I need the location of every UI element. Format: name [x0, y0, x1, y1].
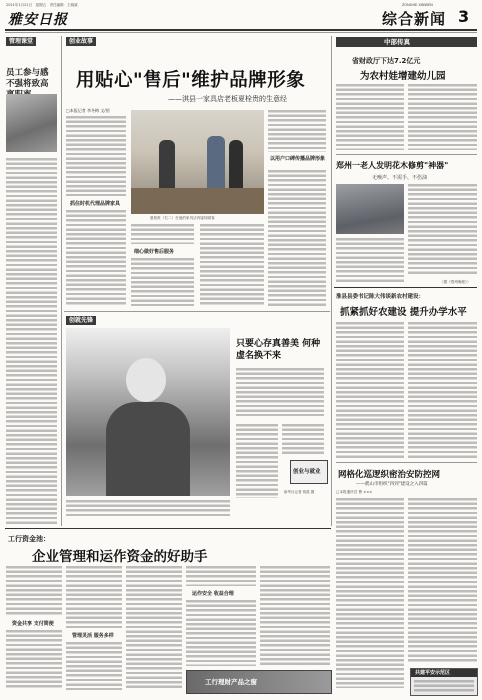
lead-story-body-3 — [131, 224, 194, 244]
side-story-rule — [336, 154, 477, 155]
lead-story-bottom-rule — [64, 311, 330, 312]
feature-headline — [236, 338, 324, 362]
side-story-tag: 中部传真 — [384, 38, 410, 46]
bottom-story-body-1 — [6, 566, 62, 616]
right-story-headline-2: 网格化巡逻织密治安防控网 — [338, 470, 441, 480]
paper-name: 雅安日报 — [8, 12, 68, 28]
feature-tag: 创就先锋 — [66, 316, 96, 325]
lead-story-subhead-3: 细心做好售后服务 — [134, 249, 175, 255]
bottom-story-body-5 — [126, 566, 182, 690]
lead-story-photo-caption: 夏栓贵（右二）在他的家具店内接待顾客 — [150, 216, 215, 220]
side-story-subhead-3: 无噪声、不需手、不伤油 — [372, 175, 428, 181]
lead-story-headline: 用贴心"售后"维护品牌形象 — [76, 70, 306, 91]
feature-body-1 — [236, 368, 324, 416]
side-story-headline-2: 为农村娃增建幼儿园 — [360, 71, 446, 82]
corner-box-body — [414, 680, 474, 692]
lead-story-body-2 — [66, 210, 126, 306]
left-column-tag: 管理课堂 — [6, 37, 36, 46]
lead-story-tag: 创业故事 — [66, 37, 96, 46]
lead-story-subhead-4: 以用户口碑传播品牌形象 — [270, 156, 326, 162]
lead-story-byline: □本报记者 李冬梅 文/图 — [66, 108, 110, 113]
right-story-body-2 — [408, 322, 477, 458]
bottom-story-kicker: 工行资金池： — [8, 535, 50, 543]
side-story-byline-3: （据《郑州晚报》） — [440, 280, 471, 284]
lead-story-body-4 — [131, 258, 194, 306]
feature-body-3 — [282, 424, 324, 454]
photo-elder-body — [106, 402, 190, 496]
feature-byline: 新华社记者 蒋凯 摄 — [284, 490, 315, 494]
feature-body-4 — [66, 500, 230, 516]
feature-body-2 — [236, 424, 278, 498]
masthead-rule — [5, 29, 477, 31]
bottom-banner-text: 工行理财产品之窗 — [205, 678, 257, 686]
right-story-body-4 — [408, 498, 477, 662]
bottom-story-body-4 — [66, 642, 122, 690]
side-story-headline-1: 省财政厅下达7.2亿元 — [352, 57, 421, 65]
bottom-story-body-2 — [6, 630, 62, 690]
left-column-headline: 员工参与感不强将致高 — [6, 68, 49, 89]
bottom-story-sub-3: 运作安全 收益合理 — [192, 591, 234, 597]
section-title: 综合新闻 — [382, 10, 447, 28]
bottom-story-body-6 — [186, 566, 256, 586]
feature-logo-text: 创业与就业 — [293, 469, 321, 475]
feature-photo — [66, 328, 230, 496]
page-number: 3 — [458, 7, 470, 26]
bottom-story-sub-1: 资金共享 支付简便 — [12, 621, 54, 627]
bottom-story-top-rule — [5, 528, 331, 529]
right-story-body-3 — [336, 498, 404, 688]
left-column-photo — [6, 94, 57, 152]
side-story-headline-3: 郑州一老人发明花木修剪"神器" — [336, 161, 449, 170]
right-story-headline: 抓紧抓好农建设 提升办学水平 — [340, 307, 467, 318]
left-column-divider — [61, 36, 62, 526]
lead-story-subhead-2: 抓住时机代理品牌家具 — [70, 201, 121, 207]
side-story-body-3 — [336, 238, 404, 282]
bottom-story-sub-2: 管理灵活 服务多样 — [72, 633, 114, 639]
right-story-rule — [336, 462, 477, 463]
side-story-body-4 — [408, 184, 477, 276]
lead-story-body-7 — [268, 170, 326, 306]
lead-story-subhead: ——淇县一家具店老板夏栓贵的生意经 — [168, 95, 287, 103]
side-story-body-1 — [336, 84, 404, 150]
masthead-meta-right: ZONGHE XINWEN — [402, 3, 433, 7]
right-story-body-1 — [336, 322, 404, 458]
photo-elder-head — [126, 358, 166, 402]
side-story-photo — [336, 184, 404, 234]
masthead-subrule — [5, 32, 477, 33]
bottom-story-body-8 — [260, 566, 330, 666]
bottom-story-body-7 — [186, 600, 256, 666]
corner-box — [410, 668, 478, 696]
center-right-divider — [331, 36, 332, 526]
right-story-subhead-2: ——鹤山市组织"四到"建设之入四篇 — [356, 482, 428, 487]
feature-headline-text: 只要心存真善美 何种虚名换不来 — [236, 339, 321, 361]
left-column-body — [6, 158, 57, 526]
right-story-kicker: 淮县县委书记陈大伟谈新农村建设： — [336, 294, 425, 300]
bottom-story-body-3 — [66, 566, 122, 628]
lead-story-body-1 — [66, 116, 126, 196]
side-story-body-2 — [408, 84, 477, 150]
bottom-story-headline: 企业管理和运作资金的好助手 — [32, 549, 208, 565]
masthead-meta-left: 2011年1月21日 星期五 责任编辑：王晓斌 — [6, 3, 78, 7]
lead-story-body-5 — [200, 224, 264, 306]
lead-story-body-6 — [268, 110, 326, 152]
corner-box-label: 共建平安示范区 — [415, 670, 451, 676]
bottom-banner — [186, 670, 332, 694]
side-story-bottom-rule — [334, 287, 477, 288]
right-story-byline-2: □本报通讯员 曹 ××× — [336, 490, 373, 494]
feature-logo — [290, 460, 328, 484]
lead-story-photo — [131, 110, 264, 214]
photo-furniture — [131, 188, 264, 214]
